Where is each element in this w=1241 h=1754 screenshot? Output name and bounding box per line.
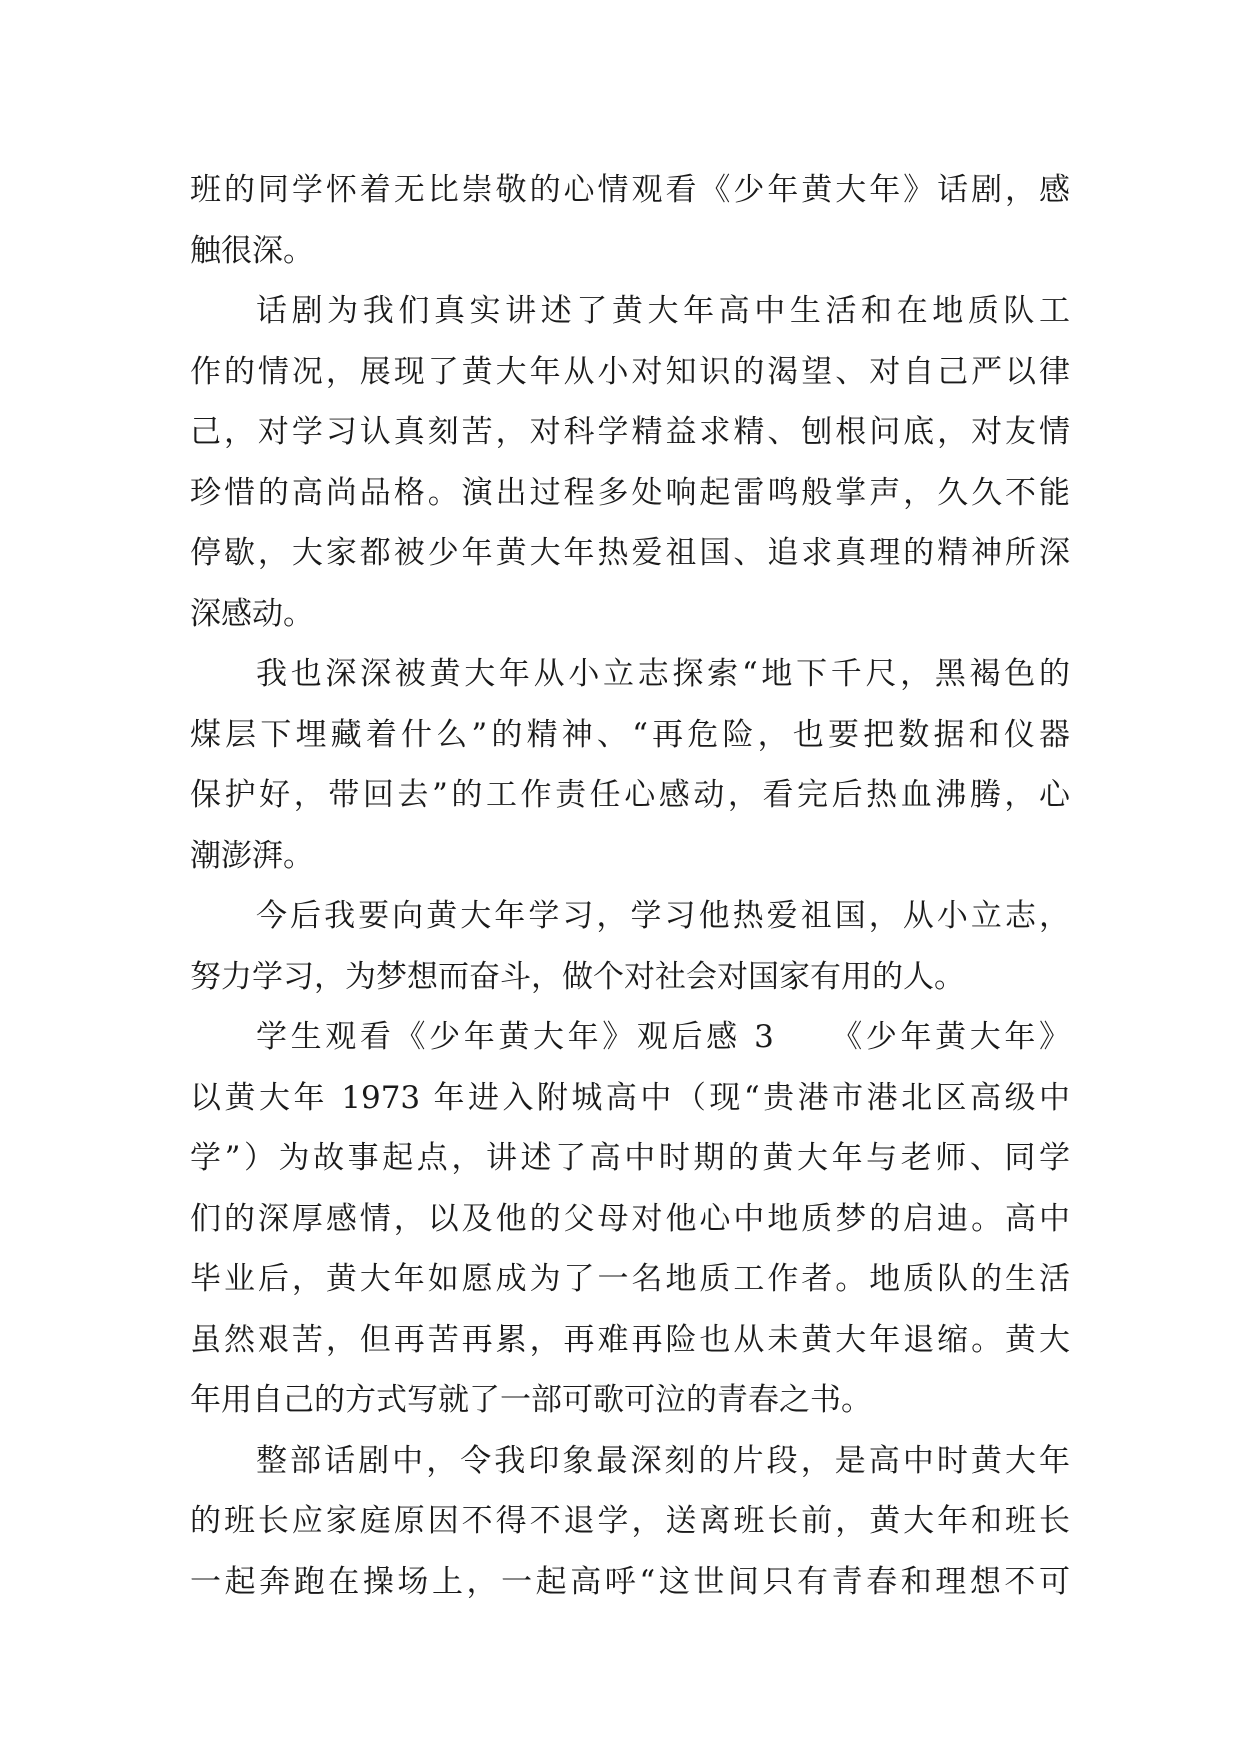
text-line: 努力学习，为梦想而奋斗，做个对社会对国家有用的人。 <box>190 958 965 995</box>
text-line: 作的情况，展现了黄大年从小对知识的渴望、对自己严以律 <box>190 353 1070 390</box>
text-line: 学生观看《少年黄大年》观后感 3 《少年黄大年》 <box>256 1019 1070 1055</box>
text-line: 话剧为我们真实讲述了黄大年高中生活和在地质队工 <box>256 293 1070 329</box>
text-line: 们的深厚感情，以及他的父母对他心中地质梦的启迪。高中 <box>190 1200 1070 1237</box>
text-line: 的班长应家庭原因不得不退学，送离班长前，黄大年和班长 <box>190 1503 1070 1539</box>
document-body <box>190 160 1070 1612</box>
text-line: 班的同学怀着无比崇敬的心情观看《少年黄大年》话剧，感 <box>190 172 1070 208</box>
text-line: 潮澎湃。 <box>190 837 314 874</box>
text-line: 煤层下埋藏着什么”的精神、“再危险，也要把数据和仪器 <box>190 716 1070 753</box>
text-line: 年用自己的方式写就了一部可歌可泣的青春之书。 <box>190 1382 872 1418</box>
text-line: 我也深深被黄大年从小立志探索“地下千尺，黑褐色的 <box>256 656 1070 692</box>
text-line: 今后我要向黄大年学习，学习他热爱祖国，从小立志， <box>256 898 1070 934</box>
text-line: 停歇，大家都被少年黄大年热爱祖国、追求真理的精神所深 <box>190 535 1070 571</box>
text-line: 保护好，带回去”的工作责任心感动，看完后热血沸腾，心 <box>190 777 1070 813</box>
text-line: 虽然艰苦，但再苦再累，再难再险也从未黄大年退缩。黄大 <box>190 1321 1070 1358</box>
text-line: 珍惜的高尚品格。演出过程多处响起雷鸣般掌声，久久不能 <box>190 474 1070 511</box>
text-line: 整部话剧中，令我印象最深刻的片段，是高中时黄大年 <box>256 1442 1070 1479</box>
text-line: 一起奔跑在操场上，一起高呼“这世间只有青春和理想不可 <box>190 1563 1070 1600</box>
text-line: 毕业后，黄大年如愿成为了一名地质工作者。地质队的生活 <box>190 1261 1070 1297</box>
text-line: 学”）为故事起点，讲述了高中时期的黄大年与老师、同学 <box>190 1140 1070 1176</box>
text-line: 己，对学习认真刻苦，对科学精益求精、刨根问底，对友情 <box>190 414 1070 450</box>
text-line: 以黄大年 1973 年进入附城高中（现“贵港市港北区高级中 <box>190 1079 1070 1116</box>
text-line: 深感动。 <box>190 595 314 632</box>
text-line: 触很深。 <box>190 232 314 269</box>
